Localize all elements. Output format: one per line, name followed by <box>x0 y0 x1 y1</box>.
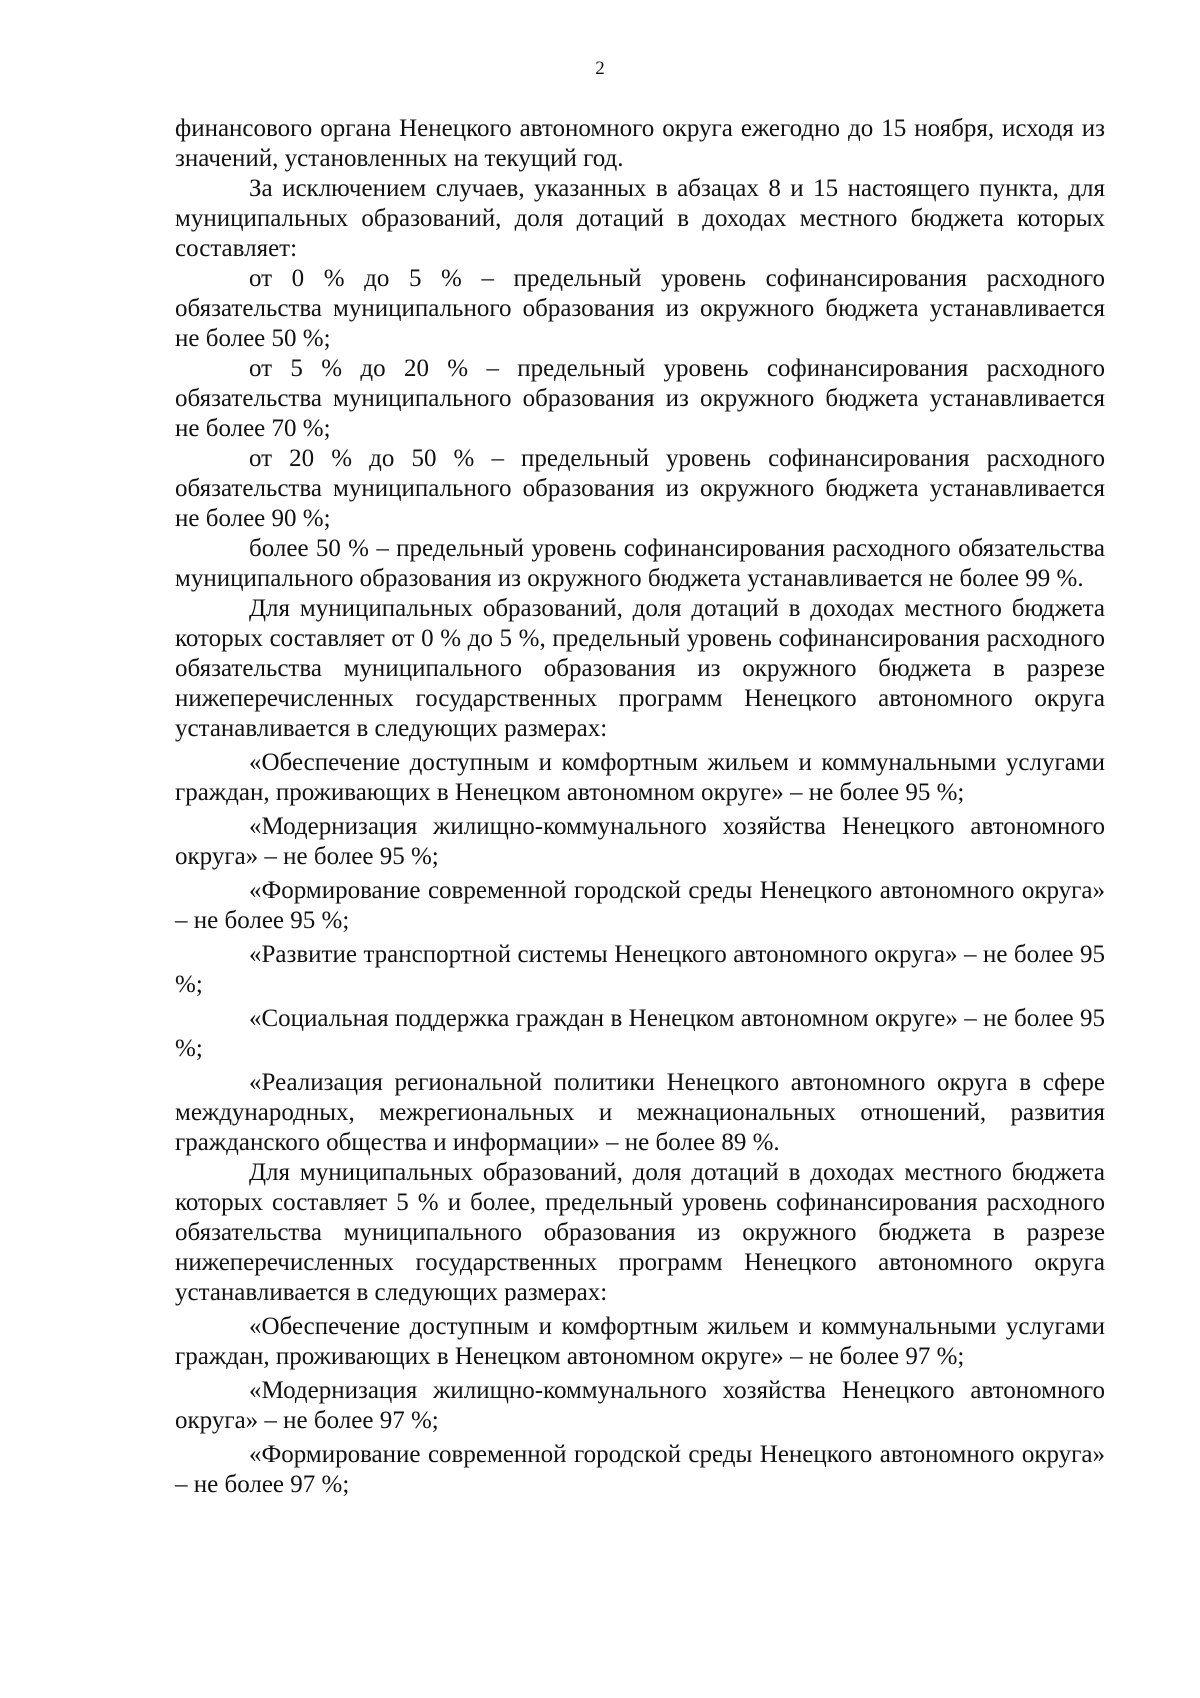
paragraph-program-transport-95: «Развитие транспортной системы Ненецкого автономного округа» – не более 95 %; <box>175 941 1105 998</box>
paragraph-programs-intro-0-5: Для муниципальных образований, доля дотаций в доходах местного бюджета которых составляет от 0 % до 5 %, предельный уровень софинансирования расходного обязательства муниципального образования из окружного бюджета в разрезе нижеперечисленных государственных программ Ненецкого автономного округа устанавливается в следующих размерах: <box>175 595 1105 742</box>
paragraph-program-urban-95: «Формирование современной городской среды Ненецкого автономного округа» – не более 95 %; <box>175 877 1105 934</box>
paragraph-range-0-5: от 0 % до 5 % – предельный уровень софинансирования расходного обязательства муниципального образования из окружного бюджета устанавливается не более 50 %; <box>175 265 1105 352</box>
paragraph-program-utilities-95: «Модернизация жилищно-коммунального хозяйства Ненецкого автономного округа» – не более 95 %; <box>175 813 1105 870</box>
paragraph-range-5-20: от 5 % до 20 % – предельный уровень софинансирования расходного обязательства муниципального образования из окружного бюджета устанавливается не более 70 %; <box>175 355 1105 442</box>
paragraph-program-housing-95: «Обеспечение доступным и комфортным жильем и коммунальными услугами граждан, проживающих в Ненецком автономном округе» – не более 95 %; <box>175 749 1105 806</box>
paragraph-continuation: финансового органа Ненецкого автономного округа ежегодно до 15 ноября, исходя из значений, установленных на текущий год. <box>175 115 1105 172</box>
paragraph-range-20-50: от 20 % до 50 % – предельный уровень софинансирования расходного обязательства муниципального образования из окружного бюджета устанавливается не более 90 %; <box>175 445 1105 532</box>
paragraph-exceptions: За исключением случаев, указанных в абзацах 8 и 15 настоящего пункта, для муниципальных образований, доля дотаций в доходах местного бюджета которых составляет: <box>175 175 1105 262</box>
paragraph-program-utilities-97: «Модернизация жилищно-коммунального хозяйства Ненецкого автономного округа» – не более 97 %; <box>175 1377 1105 1434</box>
paragraph-program-urban-97: «Формирование современной городской среды Ненецкого автономного округа» – не более 97 %; <box>175 1441 1105 1498</box>
paragraph-programs-intro-5-plus: Для муниципальных образований, доля дотаций в доходах местного бюджета которых составляет 5 % и более, предельный уровень софинансирования расходного обязательства муниципального образования из окружного бюджета в разрезе нижеперечисленных государственных программ Ненецкого автономного округа устанавливается в следующих размерах: <box>175 1159 1105 1306</box>
paragraph-program-regional-policy-89: «Реализация региональной политики Ненецкого автономного округа в сфере международных, межрегиональных и межнациональных отношений, развития гражданского общества и информации» – не более 89 %. <box>175 1069 1105 1156</box>
paragraph-program-social-95: «Социальная поддержка граждан в Ненецком автономном округе» – не более 95 %; <box>175 1005 1105 1062</box>
document-body <box>175 114 1105 1500</box>
paragraph-program-housing-97: «Обеспечение доступным и комфортным жильем и коммунальными услугами граждан, проживающих в Ненецком автономном округе» – не более 97 %; <box>175 1313 1105 1370</box>
page-number: 2 <box>595 58 605 79</box>
paragraph-range-over-50: более 50 % – предельный уровень софинансирования расходного обязательства муниципального образования из окружного бюджета устанавливается не более 99 %. <box>175 535 1105 592</box>
